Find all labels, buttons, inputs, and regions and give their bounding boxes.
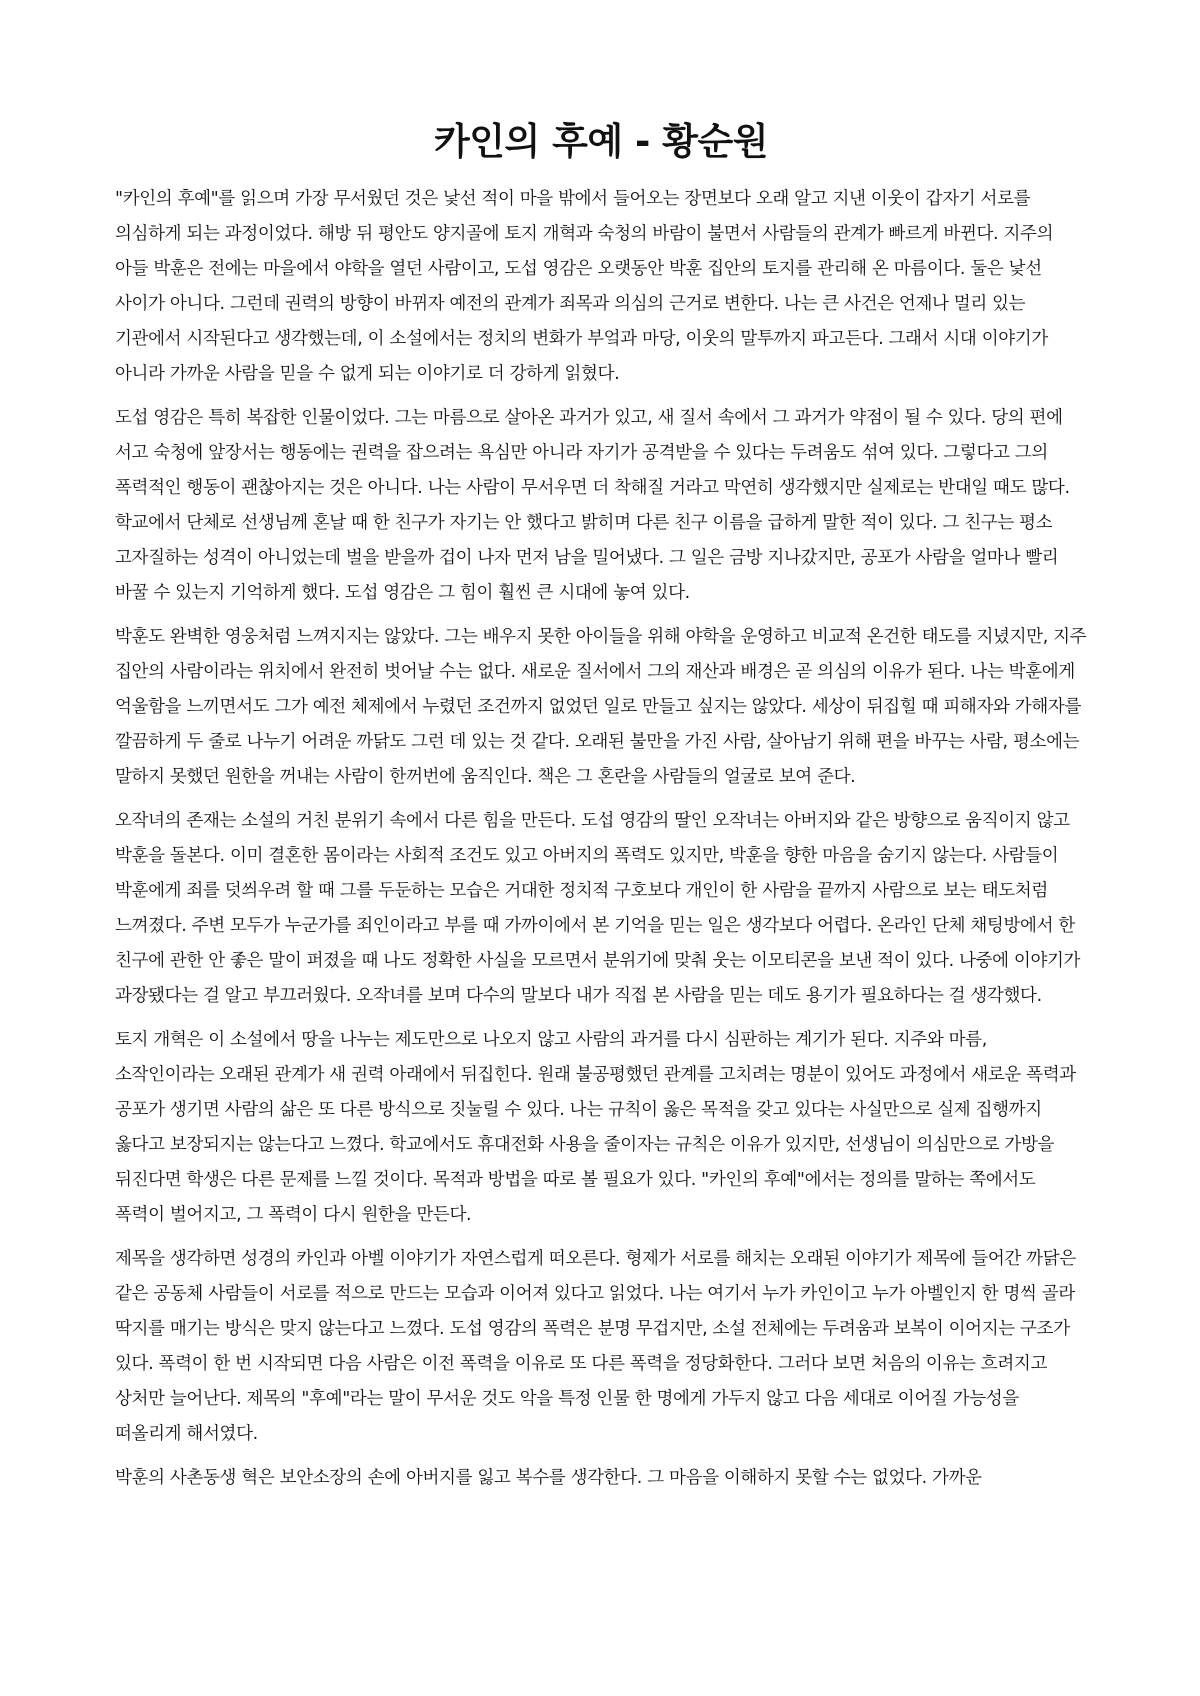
body-paragraph-5: 토지 개혁은 이 소설에서 땅을 나누는 제도만으로 나오지 않고 사람의 과거를 다시 심판하는 계기가 된다. 지주와 마름, 소작인이라는 오래된 관계가 새 권력 아래에서 뒤집힌다. 원래 불공평했던 관계를 고치려는 명분이 있어도 과정에서 새로운 폭력과 공포가 생기면 사람의 삶은 또 다른 방식으로 짓눌릴 수 있다. 나는 규칙이 옳은 목적을 갖고 있다는 사실만으로 실제 집행까지 옳다고 보장되지는 않는다고 느꼈다. 학교에서도 휴대전화 사용을 줄이자는 규칙은 이유가 있지만, 선생님이 의심만으로 가방을 뒤진다면 학생은 다른 문제를 느낄 것이다. 목적과 방법을 따로 볼 필요가 있다. "카인의 후예"에서는 정의를 말하는 쪽에서도 폭력이 벌어지고, 그 폭력이 다시 원한을 만든다. <box>115 1030 1076 1225</box>
document-page <box>115 118 1087 1505</box>
document-title: 카인의 후예 - 황순원 <box>434 120 768 163</box>
body-paragraph-3: 박훈도 완벽한 영웅처럼 느껴지지는 않았다. 그는 배우지 못한 아이들을 위해 야학을 운영하고 비교적 온건한 태도를 지녔지만, 지주 집안의 사람이라는 위치에서 완전히 벗어날 수는 없다. 새로운 질서에서 그의 재산과 배경은 곧 의심의 이유가 된다. 나는 박훈에게 억울함을 느끼면서도 그가 예전 체제에서 누렸던 조건까지 없었던 일로 만들고 싶지는 않았다. 세상이 뒤집힐 때 피해자와 가해자를 깔끔하게 두 줄로 나누기 어려운 까닭도 그런 데 있는 것 같다. 오래된 불만을 가진 사람, 살아남기 위해 편을 바꾸는 사람, 평소에는 말하지 못했던 원한을 꺼내는 사람이 한꺼번에 움직인다. 책은 그 혼란을 사람들의 얼굴로 보여 준다. <box>115 627 1087 787</box>
body-paragraph-4: 오작녀의 존재는 소설의 거친 분위기 속에서 다른 힘을 만든다. 도섭 영감의 딸인 오작녀는 아버지와 같은 방향으로 움직이지 않고 박훈을 돌본다. 이미 결혼한 몸이라는 사회적 조건도 있고 아버지의 폭력도 있지만, 박훈을 향한 마음을 숨기지 않는다. 사람들이 박훈에게 죄를 덧씌우려 할 때 그를 두둔하는 모습은 거대한 정치적 구호보다 개인이 한 사람을 끝까지 사람으로 보는 태도처럼 느껴졌다. 주변 모두가 누군가를 죄인이라고 부를 때 가까이에서 본 기억을 믿는 일은 생각보다 어렵다. 온라인 단체 채팅방에서 한 친구에 관한 안 좋은 말이 퍼졌을 때 나도 정확한 사실을 모르면서 분위기에 맞춰 웃는 이모티콘을 보낸 적이 있다. 나중에 이야기가 과장됐다는 걸 알고 부끄러웠다. 오작녀를 보며 다수의 말보다 내가 직접 본 사람을 믿는 데도 용기가 필요하다는 걸 생각했다. <box>115 811 1081 1006</box>
body-paragraph-6: 제목을 생각하면 성경의 카인과 아벨 이야기가 자연스럽게 떠오른다. 형제가 서로를 해치는 오래된 이야기가 제목에 들어간 까닭은 같은 공동체 사람들이 서로를 적으로 만드는 모습과 이어져 있다고 읽었다. 나는 여기서 누가 카인이고 누가 아벨인지 한 명씩 골라 딱지를 매기는 방식은 맞지 않는다고 느꼈다. 도섭 영감의 폭력은 분명 무겁지만, 소설 전체에는 두려움과 보복이 이어지는 구조가 있다. 폭력이 한 번 시작되면 다음 사람은 이전 폭력을 이유로 또 다른 폭력을 정당화한다. 그러다 보면 처음의 이유는 흐려지고 상처만 늘어난다. 제목의 "후예"라는 말이 무서운 것도 악을 특정 인물 한 명에게 가두지 않고 다음 세대로 이어질 가능성을 떠올리게 해서였다. <box>115 1249 1076 1444</box>
body-paragraph-1: "카인의 후예"를 읽으며 가장 무서웠던 것은 낯선 적이 마을 밖에서 들어오는 장면보다 오래 알고 지낸 이웃이 갑자기 서로를 의심하게 되는 과정이었다. 해방 뒤 평안도 양지골에 토지 개혁과 숙청의 바람이 불면서 사람들의 관계가 빠르게 바뀐다. 지주의 아들 박훈은 전에는 마을에서 야학을 열던 사람이고, 도섭 영감은 오랫동안 박훈 집안의 토지를 관리해 온 마름이다. 둘은 낯선 사이가 아니다. 그런데 권력의 방향이 바뀌자 예전의 관계가 죄목과 의심의 근거로 변한다. 나는 큰 사건은 언제나 멀리 있는 기관에서 시작된다고 생각했는데, 이 소설에서는 정치의 변화가 부엌과 마당, 이웃의 말투까지 파고든다. 그래서 시대 이야기가 아니라 가까운 사람을 믿을 수 없게 되는 이야기로 더 강하게 읽혔다. <box>115 189 1054 384</box>
document-body <box>115 182 1087 1496</box>
body-paragraph-2: 도섭 영감은 특히 복잡한 인물이었다. 그는 마름으로 살아온 과거가 있고, 새 질서 속에서 그 과거가 약점이 될 수 있다. 당의 편에 서고 숙청에 앞장서는 행동에는 권력을 잡으려는 욕심만 아니라 자기가 공격받을 수 있다는 두려움도 섞여 있다. 그렇다고 그의 폭력적인 행동이 괜찮아지는 것은 아니다. 나는 사람이 무서우면 더 착해질 거라고 막연히 생각했지만 실제로는 반대일 때도 많다. 학교에서 단체로 선생님께 혼날 때 한 친구가 자기는 안 했다고 밝히며 다른 친구 이름을 급하게 말한 적이 있다. 그 친구는 평소 고자질하는 성격이 아니었는데 벌을 받을까 겁이 나자 먼저 남을 밀어냈다. 그 일은 금방 지나갔지만, 공포가 사람을 얼마나 빨리 바꿀 수 있는지 기억하게 했다. 도섭 영감은 그 힘이 훨씬 큰 시대에 놓여 있다. <box>115 408 1070 603</box>
body-paragraph-7: 박훈의 사촌동생 혁은 보안소장의 손에 아버지를 잃고 복수를 생각한다. 그 마음을 이해하지 못할 수는 없었다. 가까운 <box>115 1468 982 1488</box>
